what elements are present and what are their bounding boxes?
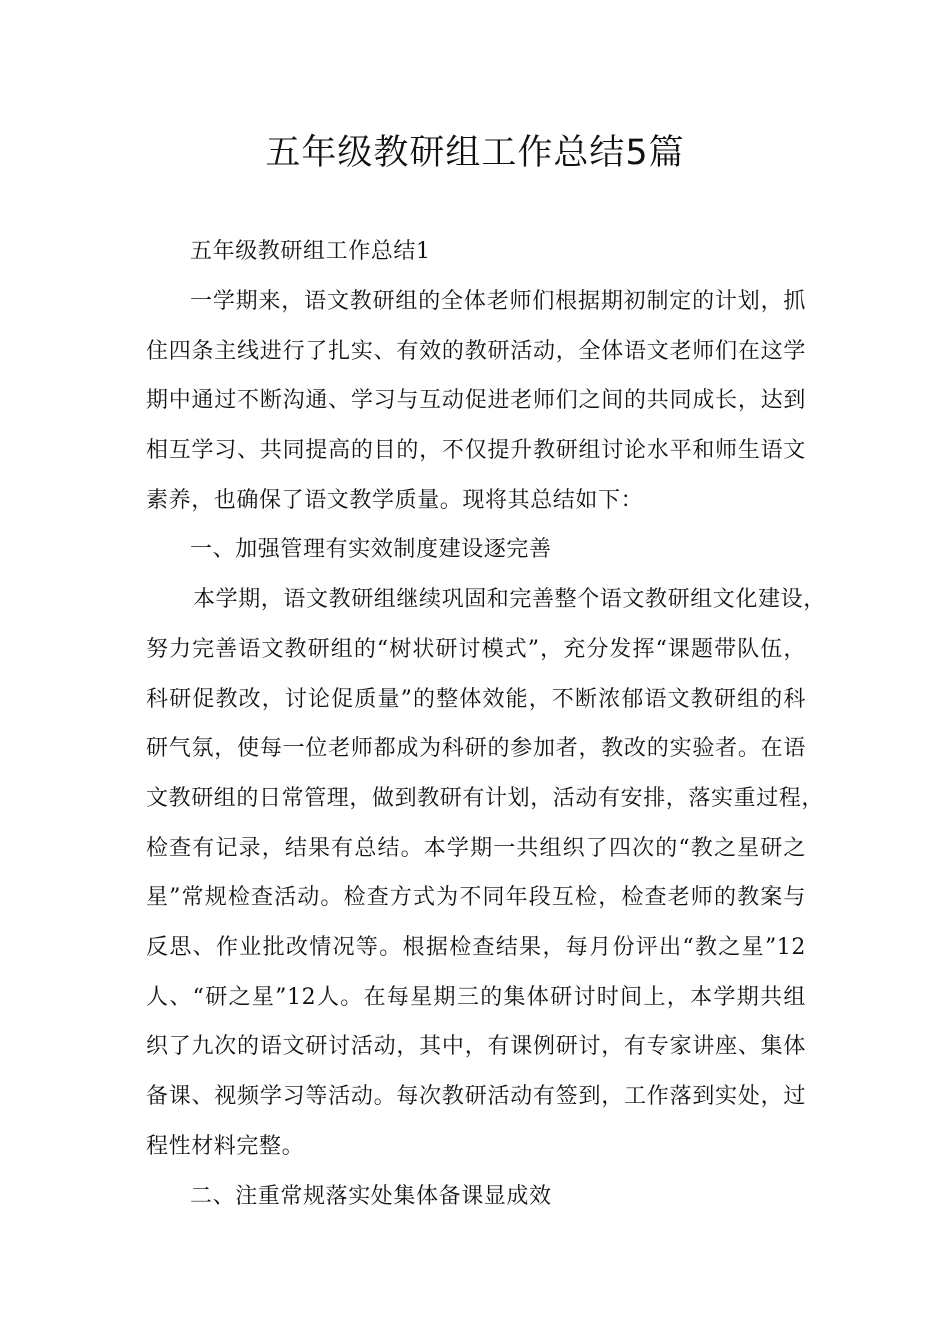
document-title: 五年级教研组工作总结5篇	[265, 133, 685, 173]
paragraph-line: 素养，也确保了语文教学质量。现将其总结如下：	[146, 488, 644, 513]
section-heading: 二、注重常规落实处集体备课显成效	[190, 1184, 552, 1209]
paragraph-line: 科研促教改，讨论促质量”的整体效能，不断浓郁语文教研组的科	[146, 687, 806, 712]
section-heading: 一、加强管理有实效制度建设逐完善	[190, 537, 552, 562]
paragraph-line: 程性材料完整。	[146, 1134, 305, 1159]
section-subtitle: 五年级教研组工作总结1	[190, 239, 431, 264]
paragraph-line: 本学期，语文教研组继续巩固和完善整个语文教研组文化建设，	[193, 587, 826, 612]
paragraph-line: 文教研组的日常管理，做到教研有计划，活动有安排，落实重过程，	[146, 786, 825, 811]
paragraph-line: 住四条主线进行了扎实、有效的教研活动，全体语文老师们在这学	[146, 339, 806, 364]
paragraph-line: 备课、视频学习等活动。每次教研活动有签到，工作落到实处，过	[146, 1084, 806, 1109]
paragraph-line: 相互学习、共同提高的目的，不仅提升教研组讨论水平和师生语文	[146, 438, 806, 463]
paragraph-line: 研气氛，使每一位老师都成为科研的参加者，教改的实验者。在语	[146, 736, 806, 761]
paragraph-line: 期中通过不断沟通、学习与互动促进老师们之间的共同成长，达到	[146, 388, 806, 413]
paragraph-line: 一学期来，语文教研组的全体老师们根据期初制定的计划，抓	[190, 289, 806, 314]
paragraph-line: 反思、作业批改情况等。根据检查结果，每月份评出“教之星”12	[146, 935, 806, 960]
paragraph-line: 织了九次的语文研讨活动，其中，有课例研讨，有专家讲座、集体	[146, 1034, 806, 1059]
paragraph-line: 星”常规检查活动。检查方式为不同年段互检，检查老师的教案与	[146, 885, 806, 910]
paragraph-line: 检查有记录，结果有总结。本学期一共组织了四次的“教之星研之	[146, 836, 806, 861]
paragraph-line: 努力完善语文教研组的“树状研讨模式”，充分发挥“课题带队伍，	[146, 637, 806, 662]
paragraph-line: 人、“研之星”12人。在每星期三的集体研讨时间上，本学期共组	[146, 985, 806, 1010]
